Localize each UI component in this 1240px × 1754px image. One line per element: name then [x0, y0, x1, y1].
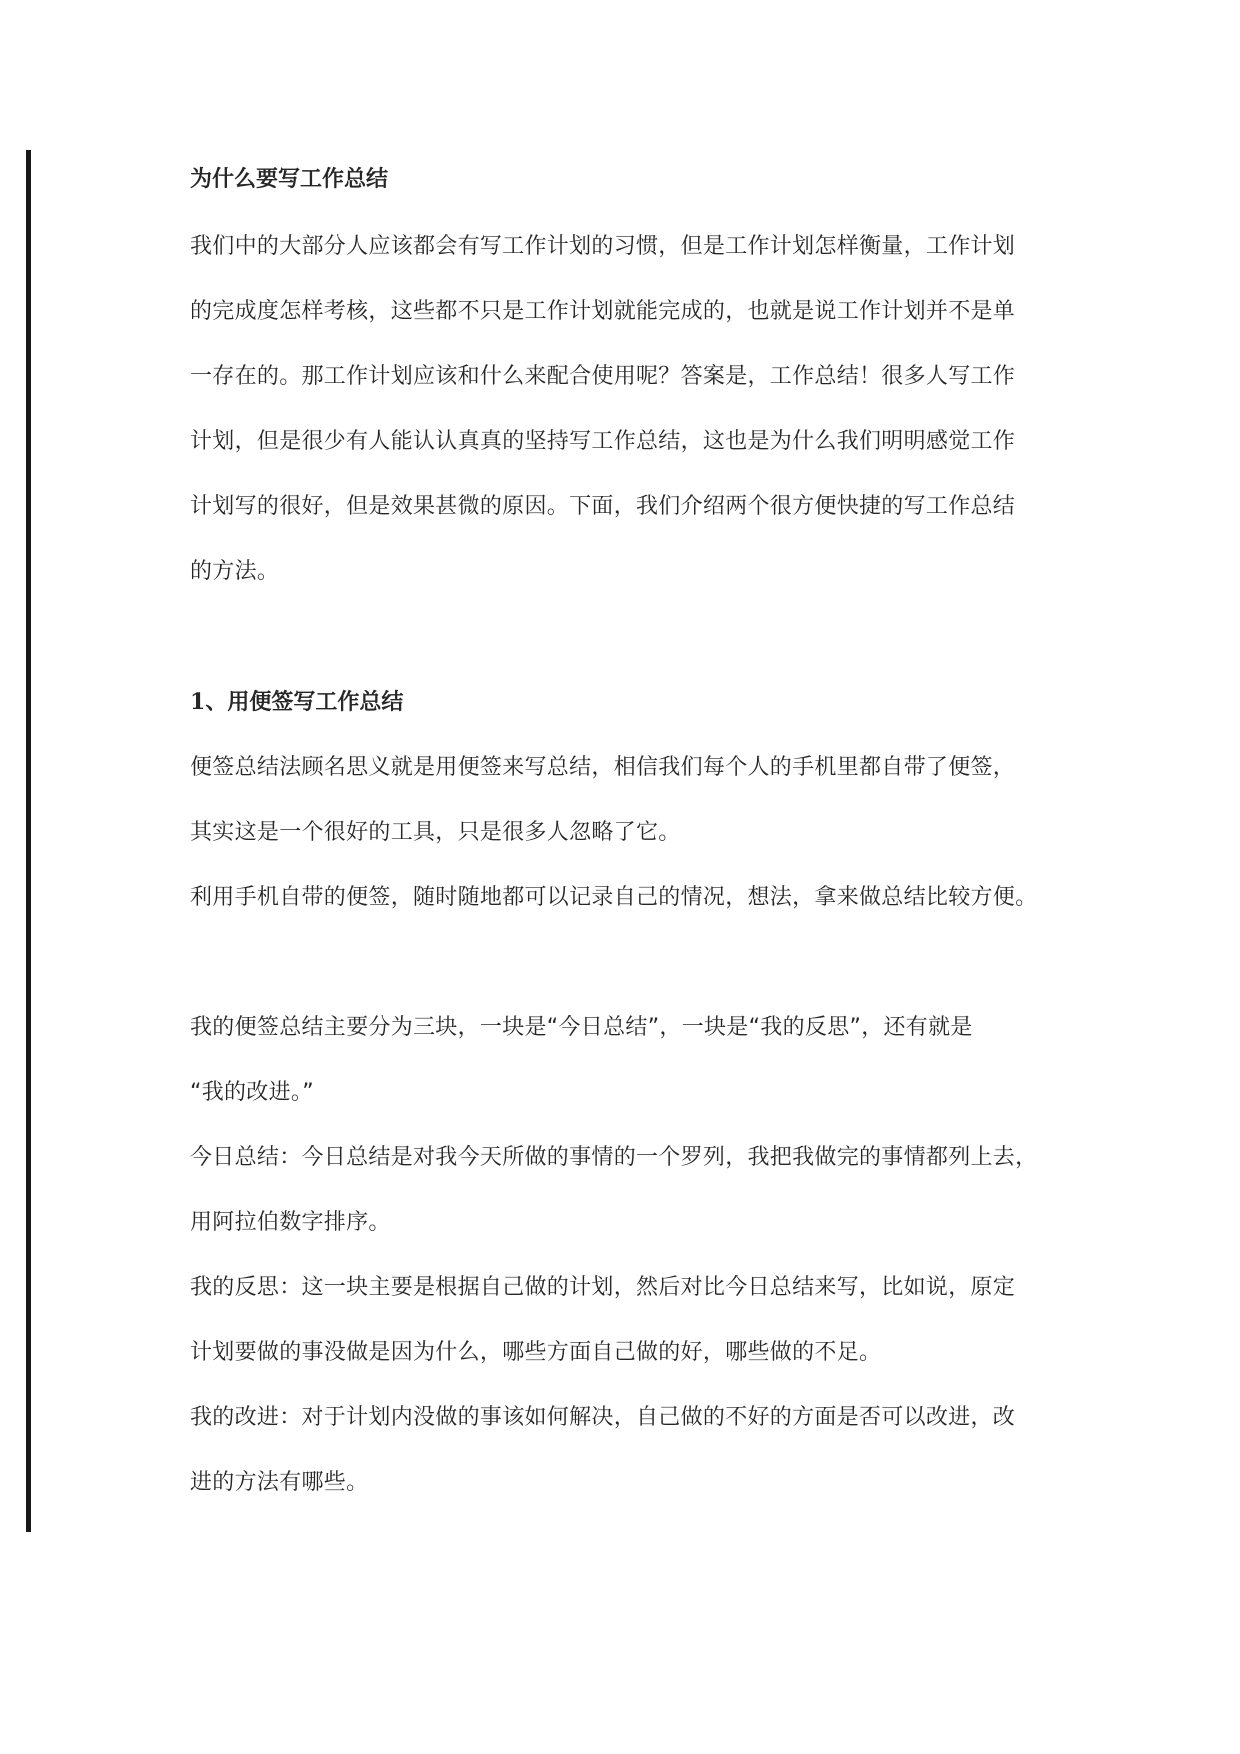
- paragraph-line: 便签总结法顾名思义就是用便签来写总结，相信我们每个人的手机里都自带了便签，: [190, 755, 1016, 780]
- left-margin-bar: [26, 150, 31, 1532]
- paragraph-line: 计划写的很好，但是效果甚微的原因。下面，我们介绍两个很方便快捷的写工作总结: [190, 494, 1016, 519]
- paragraph-line: 计划，但是很少有人能认认真真的坚持写工作总结，这也是为什么我们明明感觉工作: [190, 429, 1016, 454]
- section-heading-why: 为什么要写工作总结: [190, 167, 389, 192]
- paragraph-line: 我们中的大部分人应该都会有写工作计划的习惯，但是工作计划怎样衡量，工作计划: [190, 234, 1016, 259]
- paragraph-line: 进的方法有哪些。: [190, 1470, 369, 1495]
- paragraph-line: 一存在的。那工作计划应该和什么来配合使用呢？答案是，工作总结！很多人写工作: [190, 364, 1016, 389]
- paragraph-line: 的方法。: [190, 559, 280, 584]
- paragraph-line: “我的改进。”: [190, 1080, 314, 1105]
- heading-text: 、用便签写工作总结: [205, 690, 404, 715]
- paragraph-line: 今日总结：今日总结是对我今天所做的事情的一个罗列，我把我做完的事情都列上去，: [190, 1145, 1038, 1170]
- paragraph-line: 用阿拉伯数字排序。: [190, 1210, 391, 1235]
- paragraph-line: 利用手机自带的便签，随时随地都可以记录自己的情况，想法，拿来做总结比较方便。: [190, 885, 1038, 910]
- paragraph-line: 的完成度怎样考核，这些都不只是工作计划就能完成的，也就是说工作计划并不是单: [190, 299, 1016, 324]
- paragraph-line: 其实这是一个很好的工具，只是很多人忽略了它。: [190, 820, 681, 845]
- paragraph-line: 我的改进：对于计划内没做的事该如何解决，自己做的不好的方面是否可以改进，改: [190, 1405, 1016, 1430]
- section-heading-sticky-notes: [190, 687, 403, 718]
- paragraph-line: 计划要做的事没做是因为什么，哪些方面自己做的好，哪些做的不足。: [190, 1340, 882, 1365]
- heading-number: 1: [190, 689, 206, 715]
- paragraph-line: 我的便签总结主要分为三块，一块是“今日总结”，一块是“我的反思”，还有就是: [190, 1015, 973, 1040]
- paragraph-line: 我的反思：这一块主要是根据自己做的计划，然后对比今日总结来写，比如说，原定: [190, 1275, 1016, 1300]
